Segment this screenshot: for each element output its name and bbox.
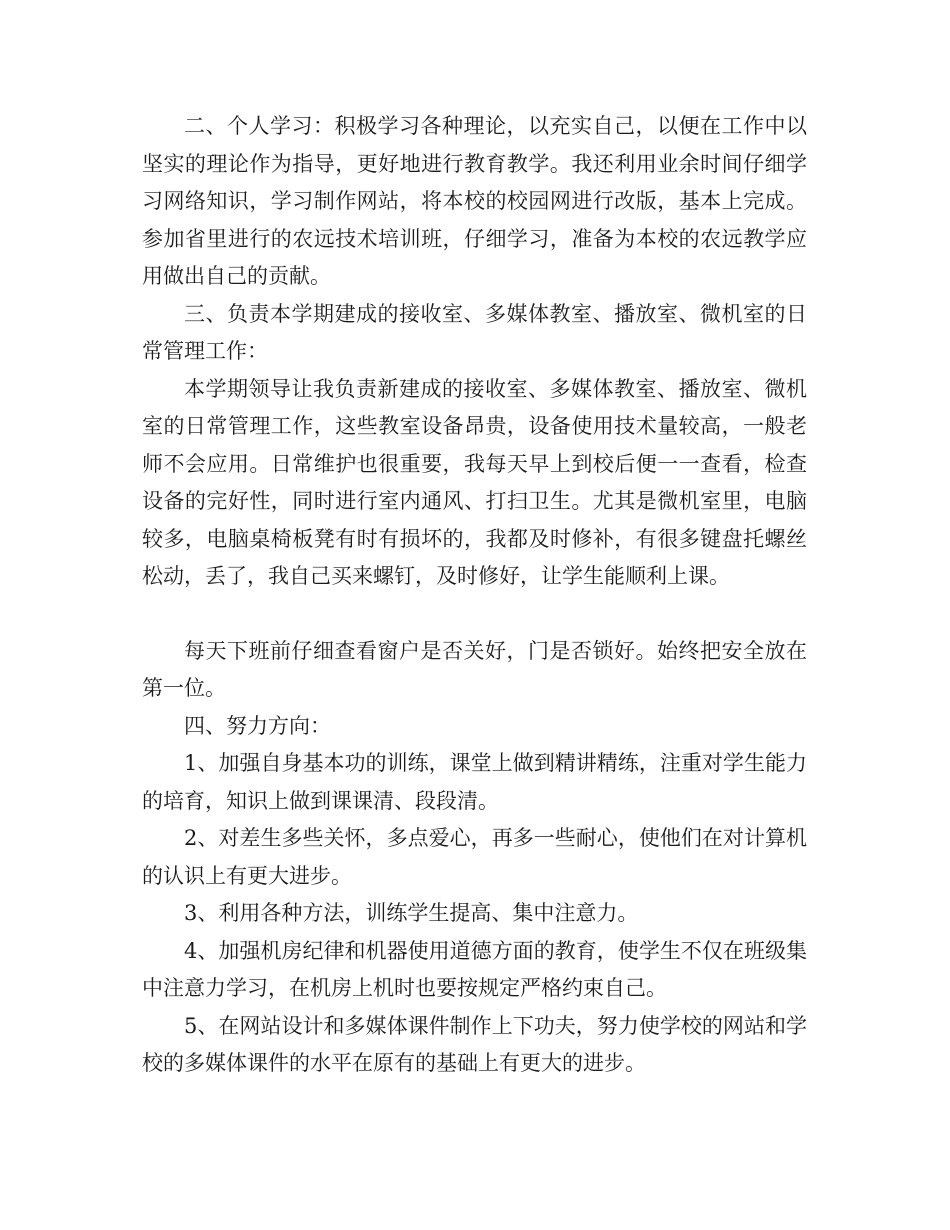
paragraph-direction-heading: 四、努力方向：	[184, 713, 331, 738]
paragraph-direction-item-3: 3、利用各种方法，训练学生提高、集中注意力。	[184, 901, 639, 925]
document-body	[142, 108, 807, 1083]
paragraph-safety: 每天下班前仔细查看窗户是否关好，门是否锁好。始终把安全放在第一位。	[142, 638, 807, 700]
paragraph-direction-item-4: 4、加强机房纪律和机器使用道德方面的教育，使学生不仅在班级集中注意力学习，在机房上机时也要按规定严格约束自己。	[142, 938, 807, 1000]
paragraph-personal-study: 二、个人学习：积极学习各种理论，以充实自己，以便在工作中以坚实的理论作为指导，更好地进行教育教学。我还利用业余时间仔细学习网络知识，学习制作网站，将本校的校园网进行改版，基本上完成。参加省里进行的农远技术培训班，仔细学习，准备为本校的农远教学应用做出自己的贡献。	[142, 114, 807, 288]
paragraph-direction-item-1: 1、加强自身基本功的训练，课堂上做到精讲精练，注重对学生能力的培育，知识上做到课课清、段段清。	[142, 751, 807, 813]
paragraph-management-heading: 三、负责本学期建成的接收室、多媒体教室、播放室、微机室的日常管理工作：	[142, 301, 807, 363]
paragraph-direction-item-5: 5、在网站设计和多媒体课件制作上下功夫，努力使学校的网站和学校的多媒体课件的水平在原有的基础上有更大的进步。	[142, 1013, 807, 1075]
paragraph-direction-item-2: 2、对差生多些关怀，多点爱心，再多一些耐心，使他们在对计算机的认识上有更大进步。	[142, 826, 807, 888]
paragraph-management-details: 本学期领导让我负责新建成的接收室、多媒体教室、播放室、微机室的日常管理工作，这些教室设备昂贵，设备使用技术量较高，一般老师不会应用。日常维护也很重要，我每天早上到校后便一一查看，检查设备的完好性，同时进行室内通风、打扫卫生。尤其是微机室里，电脑较多，电脑桌椅板凳有时有损坏的，我都及时修补，有很多键盘托螺丝松动，丢了，我自己买来螺钉，及时修好，让学生能顺利上课。	[142, 376, 807, 588]
